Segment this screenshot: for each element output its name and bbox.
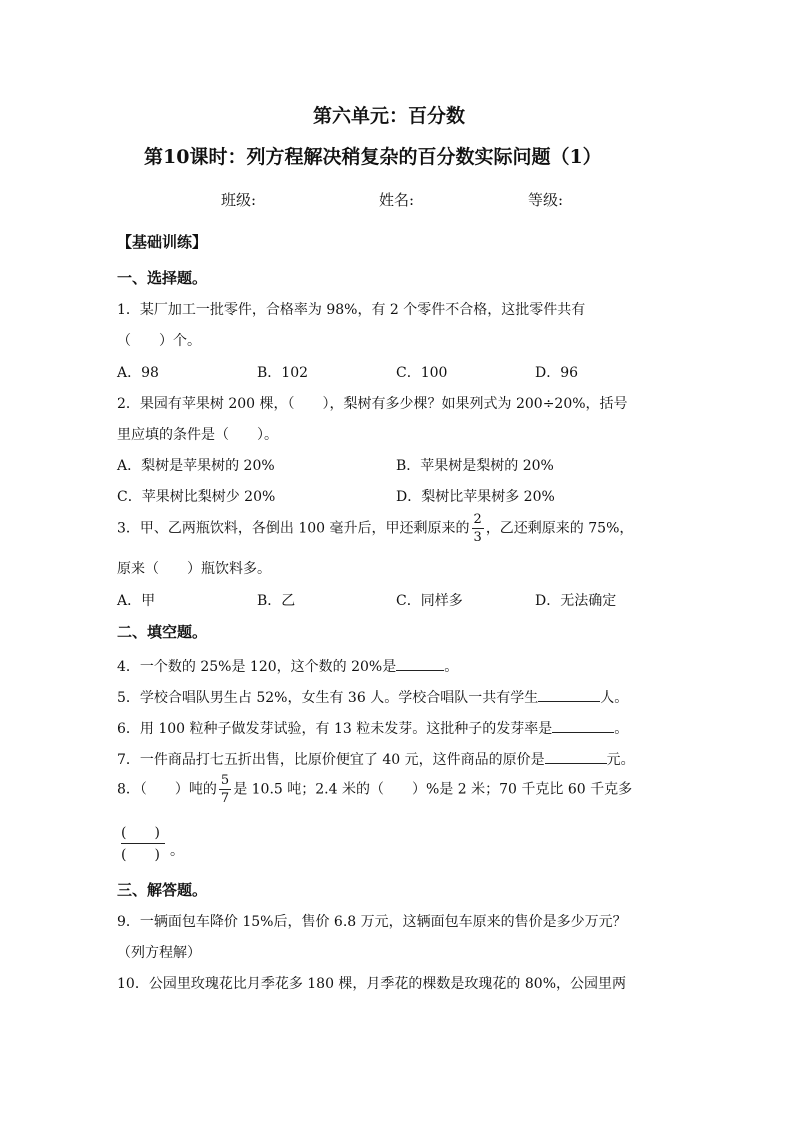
lesson-title: 第10课时：列方程解决稍复杂的百分数实际问题（1） — [144, 146, 602, 168]
q3-option-b: B．乙 — [257, 593, 296, 609]
q1-line1: 1．某厂加工一批零件，合格率为 98%，有 2 个零件不合格，这批零件共有 — [117, 302, 586, 318]
q7-end: 元。 — [606, 752, 635, 768]
q2-line1: 2．果园有苹果树 200 棵，（ ），梨树有多少棵？如果列式为 200÷20%，括号 — [117, 396, 628, 412]
q1-option-a: A．98 — [117, 365, 159, 381]
part2-heading: 二、填空题。 — [117, 623, 208, 641]
q7-text: 7．一件商品打七五折出售，比原价便宜了 40 元，这件商品的原价是 — [117, 752, 545, 768]
q3-text-b: ，乙还剩原来的 75%， — [485, 520, 634, 537]
q3-frac-num: 2 — [473, 512, 482, 527]
q8-paren-bot: ( ) — [121, 847, 160, 863]
grade-label: 等级: — [528, 191, 564, 209]
q4-end: 。 — [444, 659, 459, 675]
q2-option-b: B．苹果树是梨树的 20% — [396, 458, 554, 474]
q1-option-c: C．100 — [396, 365, 448, 381]
q3-option-c: C．同样多 — [396, 593, 463, 609]
q5-end: 人。 — [600, 690, 629, 706]
q6-text: 6．用 100 粒种子做发芽试验，有 13 粒未发芽。这批种子的发芽率是 — [117, 721, 553, 737]
q8-fraction — [219, 774, 231, 805]
q2-option-d: D．梨树比苹果树多 20% — [396, 489, 555, 505]
q5-answer-blank[interactable] — [538, 688, 600, 702]
q8-frac-bar — [219, 789, 231, 790]
unit-title: 第六单元：百分数 — [313, 105, 466, 127]
q8-text-b: 是 10.5 吨；2.4 米的（ ）%是 2 米；70 千克比 60 千克多 — [233, 781, 633, 798]
q9-line1: 9．一辆面包车降价 15%后，售价 6.8 万元，这辆面包车原来的售价是多少万元？ — [117, 914, 627, 930]
q3-line1 — [117, 513, 633, 544]
part1-heading: 一、选择题。 — [117, 269, 208, 287]
q2-line2: 里应填的条件是（ ）。 — [117, 427, 278, 443]
q3-frac-bar — [472, 528, 484, 529]
q7-answer-blank[interactable] — [545, 750, 607, 764]
q3-line2: 原来（ ）瓶饮料多。 — [117, 561, 271, 577]
q6-end: 。 — [614, 721, 629, 737]
q1-option-b: B．102 — [257, 365, 309, 381]
q7-line — [117, 750, 635, 767]
q3-frac-den: 3 — [473, 530, 482, 545]
name-label: 姓名: — [379, 191, 415, 209]
q2-option-c: C．苹果树比梨树少 20% — [117, 489, 276, 505]
q9-line2: （列方程解） — [117, 945, 201, 961]
q4-text: 4．一个数的 25%是 120，这个数的 20%是 — [117, 659, 397, 675]
class-label: 班级: — [221, 191, 257, 209]
q8-text-a: 8．（ ）吨的 — [117, 781, 217, 798]
q8-frac-num: 5 — [220, 773, 230, 788]
q6-line — [117, 719, 628, 736]
section-tag: 【基础训练】 — [117, 233, 208, 251]
q4-line — [117, 657, 458, 674]
q8-paren-top: ( ) — [121, 826, 165, 844]
q8-paren-fraction[interactable] — [121, 826, 165, 862]
q8-end: 。 — [170, 843, 184, 859]
q5-line — [117, 688, 628, 705]
q3-option-d: D．无法确定 — [535, 593, 617, 609]
q6-answer-blank[interactable] — [552, 719, 614, 733]
q5-text: 5．学校合唱队男生占 52%，女生有 36 人。学校合唱队一共有学生 — [117, 690, 539, 706]
q3-fraction — [472, 513, 484, 544]
q1-option-d: D．96 — [535, 365, 579, 381]
q8-frac-den: 7 — [220, 791, 230, 806]
q2-option-a: A．梨树是苹果树的 20% — [117, 458, 275, 474]
part3-heading: 三、解答题。 — [117, 881, 208, 899]
q3-option-a: A．甲 — [117, 593, 156, 609]
q3-text-a: 3．甲、乙两瓶饮料，各倒出 100 毫升后，甲还剩原来的 — [117, 520, 470, 537]
q10-line1: 10．公园里玫瑰花比月季花多 180 棵，月季花的棵数是玫瑰花的 80%，公园里两 — [117, 976, 627, 992]
q1-line2: （ ）个。 — [117, 333, 201, 349]
q8-line1 — [117, 774, 632, 805]
q4-answer-blank[interactable] — [396, 657, 444, 671]
